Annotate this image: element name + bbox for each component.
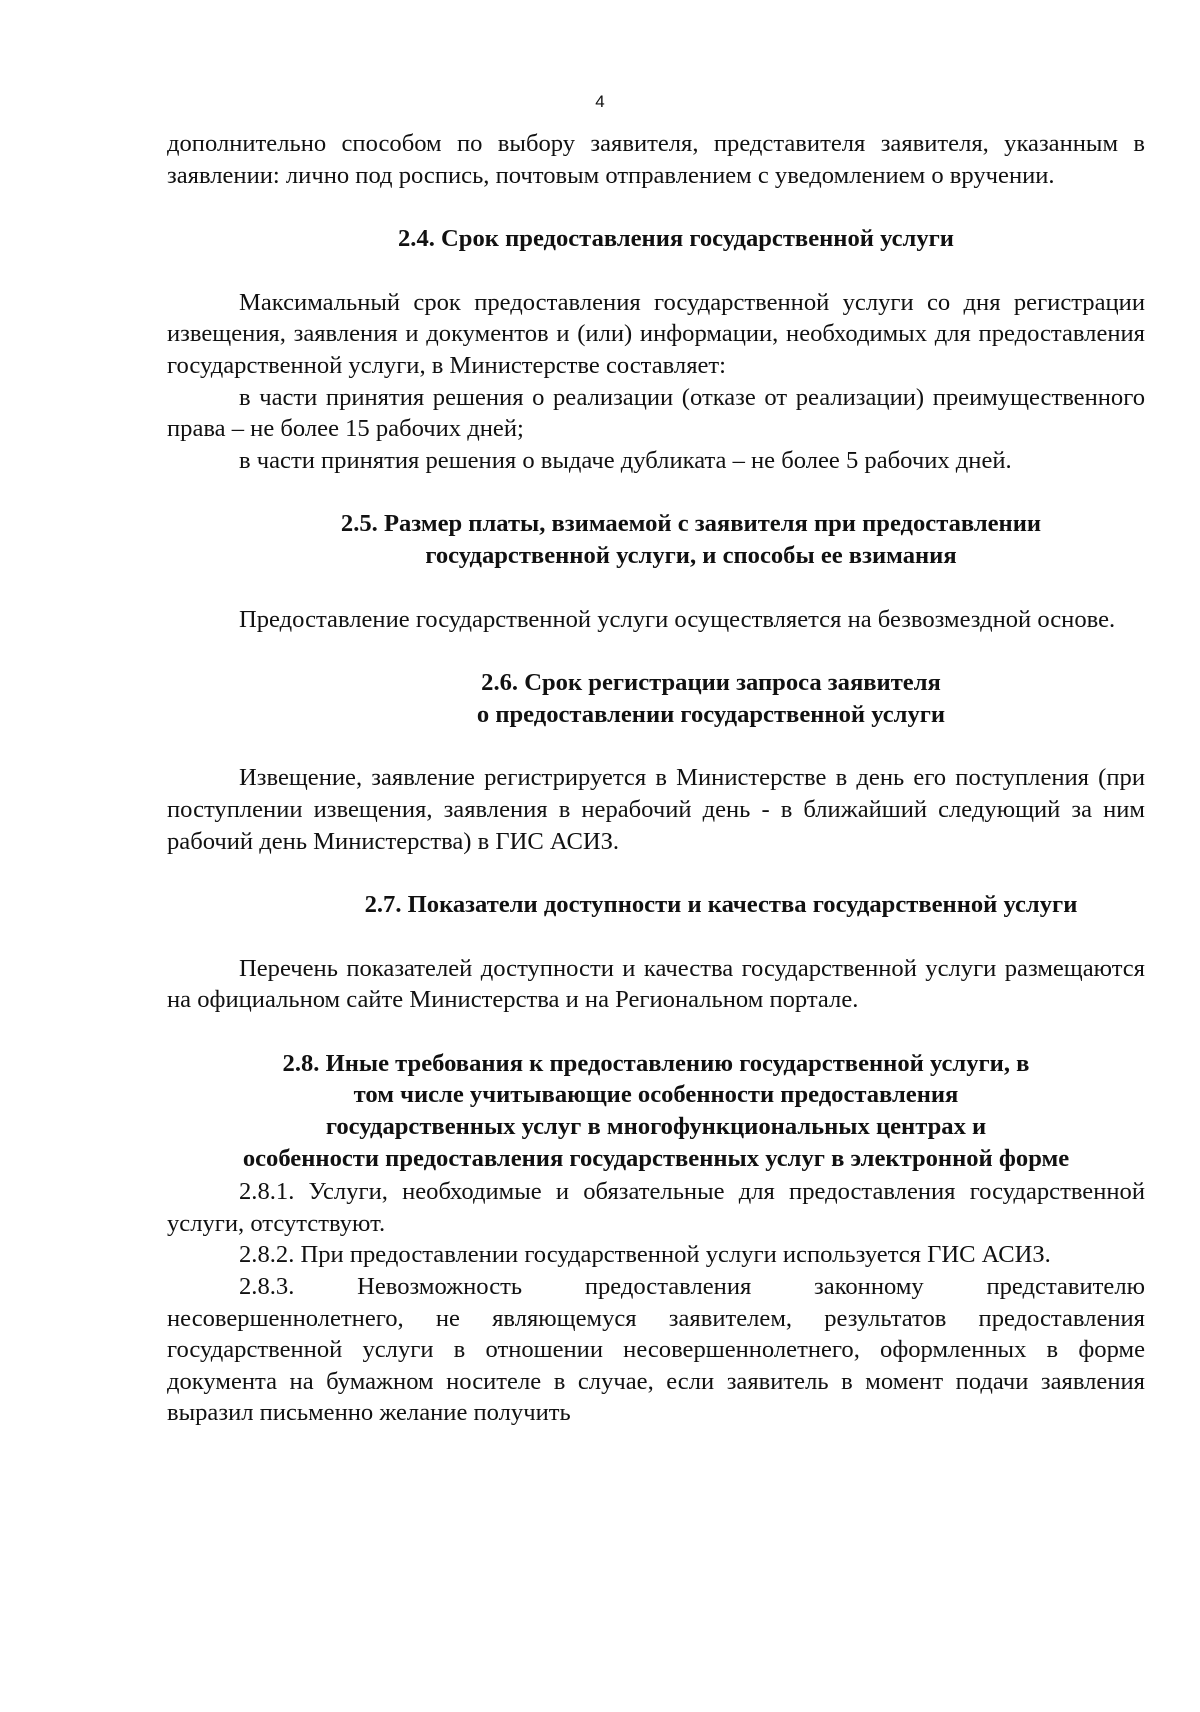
- document-body: [167, 128, 1145, 1429]
- section-2-8-heading: [167, 1048, 1145, 1174]
- intro-paragraph: дополнительно способом по выбору заявителя, представителя заявителя, указанным в заявлении: лично под роспись, почтовым отправлением с уведомлением о вручении.: [167, 130, 1145, 189]
- section-2-8-paragraph-1: 2.8.1. Услуги, необходимые и обязательные для предоставления государственной услуги, отсутствуют.: [167, 1178, 1145, 1237]
- section-2-8-paragraph-3: 2.8.3. Невозможность предоставления законному представителю несовершеннолетнего, не являющемуся заявителем, результатов предоставления государственной услуги в отношении несовершеннолетнего, оформленных в форме документа на бумажном носителе в случае, если заявитель в момент подачи заявления выразил письменно желание получить: [167, 1273, 1145, 1427]
- section-2-4-paragraph-1: Максимальный срок предоставления государственной услуги со дня регистрации извещения, заявления и документов и (или) информации, необходимых для предоставления государственной услуги, в Министерстве составляет:: [167, 288, 1145, 379]
- section-2-8-heading-line-4: особенности предоставления государственных услуг в электронной форме: [242, 1144, 1070, 1172]
- section-2-6-paragraph-1: Извещение, заявление регистрируется в Министерстве в день его поступления (при поступлении извещения, заявления в нерабочий день - в ближайший следующий за ним рабочий день Министерства) в ГИС АСИЗ.: [167, 764, 1145, 855]
- section-2-7-paragraph-1: Перечень показателей доступности и качества государственной услуги размещаются на официальном сайте Министерства и на Региональном портале.: [167, 954, 1145, 1014]
- section-2-5-heading: 2.5. Размер платы, взимаемой с заявителя при предоставлении государственной услуги, и способы ее взимания: [340, 510, 1042, 569]
- section-2-7-heading: 2.7. Показатели доступности и качества государственной услуги: [364, 891, 1078, 919]
- section-2-8-heading-line-3: государственных услуг в многофункциональных центрах и: [325, 1113, 987, 1141]
- section-2-6-heading-line-1: 2.6. Срок регистрации запроса заявителя: [481, 669, 941, 697]
- page-number: 4: [595, 92, 605, 111]
- section-2-8-heading-line-1: 2.8. Иные требования к предоставлению государственной услуги, в: [282, 1049, 1030, 1077]
- section-2-6-heading: [167, 667, 1145, 730]
- section-2-4-heading: 2.4. Срок предоставления государственной услуги: [398, 225, 954, 253]
- section-2-6-heading-line-2: о предоставлении государственной услуги: [476, 700, 946, 728]
- section-2-8-heading-line-2: том числе учитывающие особенности предоставления: [353, 1081, 959, 1109]
- section-2-5-paragraph-1: Предоставление государственной услуги осуществляется на безвозмездной основе.: [239, 605, 1116, 633]
- section-2-4-paragraph-2: в части принятия решения о реализации (отказе от реализации) преимущественного права – не более 15 рабочих дней;: [167, 383, 1145, 443]
- section-2-8-paragraph-2: 2.8.2. При предоставлении государственной услуги используется ГИС АСИЗ.: [239, 1241, 1051, 1269]
- section-2-4-paragraph-3: в части принятия решения о выдаче дубликата – не более 5 рабочих дней.: [239, 446, 1012, 474]
